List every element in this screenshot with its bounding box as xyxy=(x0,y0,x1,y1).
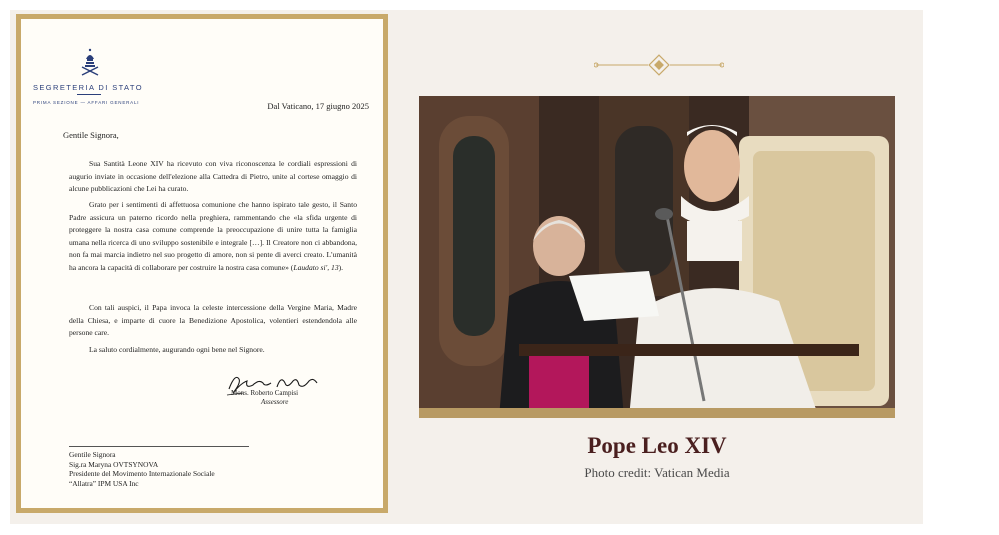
letterhead-section: PRIMA SEZIONE — AFFARI GENERALI xyxy=(33,100,140,105)
photo-caption-bar xyxy=(419,411,895,418)
address-line: Presidente del Movimento Internazionale Sociale xyxy=(69,469,215,479)
photo-title: Pope Leo XIV xyxy=(587,433,727,458)
address-line: Sig.ra Maryna OVTSYNOVA xyxy=(69,459,159,469)
letter-salutation: Gentile Signora, xyxy=(63,130,119,140)
letter-paragraph: Con tali auspici, il Papa invoca la celeste intercessione della Vergine Maria, Madre della Chiesa, e imparte di cuore la Benedizione Apostolica, volentieri estendendola alle persone care. xyxy=(69,303,357,338)
signer-name: Mons. Roberto Campisi xyxy=(231,389,299,397)
letter-paragraph: Grato per i sentimenti di affettuosa comunione che hanno ispirato tale gesto, il Santo Padre assicura un paterno ricordo nella preghiera, rammentando che «la sfida urgente di proteggere la nostra casa comune comprende la preoccupazione di unire tutta la famiglia umana nella ricerca di uno sviluppo sostenibile e integrale […]. Il Creatore non ci abbandona, non fa mai marcia indietro nel suo progetto di amore, non si pente di averci creato. L'umanità ha ancora la capacità di collaborare per costruire la nostra casa comune» (Laudato si', 13). xyxy=(69,200,357,272)
content-panel xyxy=(10,10,923,524)
pope-photo xyxy=(419,96,895,418)
photo-credit: Photo credit: Vatican Media xyxy=(584,465,730,480)
signer-title: Assessore xyxy=(261,398,289,406)
address-divider xyxy=(69,446,249,447)
address-line: Gentile Signora xyxy=(69,450,116,459)
letter-citation: Laudato si', 13 xyxy=(293,262,339,272)
letter-paragraph: La saluto cordialmente, augurando ogni bene nel Signore. xyxy=(89,345,265,354)
decorative-ornament-icon xyxy=(594,54,724,76)
letterhead-divider xyxy=(77,94,101,95)
letter-paragraph: Sua Santità Leone XIV ha ricevuto con viva riconoscenza le cordiali espressioni di augurio inviate in occasione dell'elezione alla Cattedra di Pietro, unite al cortese omaggio di alcune pubblicazioni che Lei ha curato. xyxy=(69,159,357,194)
letterhead-department: SEGRETERIA DI STATO xyxy=(33,83,143,92)
letter-document xyxy=(16,14,388,513)
letter-place-date: Dal Vaticano, 17 giugno 2025 xyxy=(267,101,369,111)
address-line: “Allatra” IPM USA Inc xyxy=(69,478,139,488)
recipient-address xyxy=(69,450,215,488)
papal-crest-icon xyxy=(75,47,105,77)
